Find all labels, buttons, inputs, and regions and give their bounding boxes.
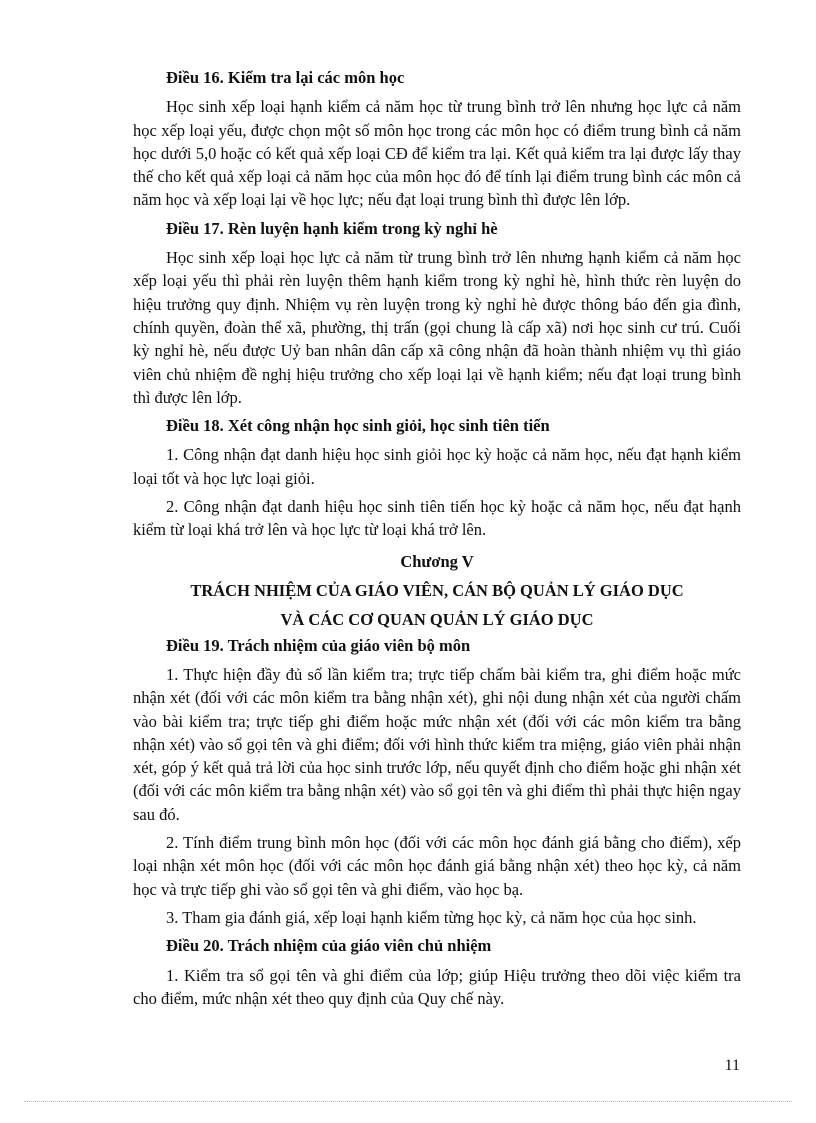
chapter-title-line-1: TRÁCH NHIỆM CỦA GIÁO VIÊN, CÁN BỘ QUẢN LÝ GIÁO DỤC [190, 580, 684, 600]
article-18-heading: Điều 18. Xét công nhận học sinh giỏi, học sinh tiên tiến [166, 416, 550, 436]
article-17-heading: Điều 17. Rèn luyện hạnh kiểm trong kỳ nghỉ hè [166, 218, 498, 238]
article-20-heading: Điều 20. Trách nhiệm của giáo viên chủ nhiệm [166, 936, 492, 956]
article-20-clause-1: 1. Kiểm tra sổ gọi tên và ghi điểm của lớp; giúp Hiệu trưởng theo dõi việc kiểm tra cho điểm, mức nhận xét theo quy định của Quy chế này. [133, 965, 741, 1008]
article-16-heading: Điều 16. Kiểm tra lại các môn học [166, 68, 405, 87]
article-17-paragraph: Học sinh xếp loại học lực cả năm từ trung bình trở lên nhưng hạnh kiểm cả năm học xếp loại yếu thì phải rèn luyện thêm hạnh kiểm trong kỳ nghỉ hè, hình thức rèn luyện do hiệu trưởng quy định. Nhiệm vụ rèn luyện trong kỳ nghỉ hè được thông báo đến gia đình, chính quyền, đoàn thể xã, phường, thị trấn (gọi chung là cấp xã) nơi học sinh cư trú. Cuối kỳ nghỉ hè, nếu được Uỷ ban nhân dân cấp xã công nhận đã hoàn thành nhiệm vụ thì giáo viên chủ nhiệm đề nghị hiệu trưởng cho xếp loại lại về hạnh kiểm; nếu đạt loại trung bình thì được lên lớp. [133, 248, 741, 407]
document-page [133, 66, 741, 1015]
article-16-paragraph: Học sinh xếp loại hạnh kiểm cả năm học từ trung bình trở lên nhưng học lực cả năm học xếp loại yếu, được chọn một số môn học trong các môn học có điểm trung bình cả năm học dưới 5,0 hoặc có kết quả xếp loại CĐ để kiểm tra lại. Kết quả kiểm tra lại được lấy thay thế cho kết quả xếp loại cả năm học của môn học đó để tính lại điểm trung bình các môn cả năm học và xếp loại lại về học lực; nếu đạt loại trung bình thì được lên lớp. [133, 97, 741, 210]
chapter-title-line-2: VÀ CÁC CƠ QUAN QUẢN LÝ GIÁO DỤC [280, 609, 594, 629]
article-18-clause-1: 1. Công nhận đạt danh hiệu học sinh giỏi học kỳ hoặc cả năm học, nếu đạt hạnh kiểm loại tốt và học lực loại giỏi. [133, 445, 741, 488]
article-19-clause-3: 3. Tham gia đánh giá, xếp loại hạnh kiểm từng học kỳ, cả năm học của học sinh. [166, 907, 697, 927]
article-19-clause-2: 2. Tính điểm trung bình môn học (đối với các môn học đánh giá bằng cho điểm), xếp loại nhận xét môn học (đối với các môn học đánh giá bằng nhận xét) theo học kỳ, cả năm học và trực tiếp ghi vào sổ gọi tên và ghi điểm, vào học bạ. [133, 833, 741, 899]
page-bottom-divider [24, 1101, 792, 1102]
article-18-clause-2: 2. Công nhận đạt danh hiệu học sinh tiên tiến học kỳ hoặc cả năm học, nếu đạt hạnh kiểm từ loại khá trở lên và học lực từ loại khá trở lên. [133, 497, 741, 540]
chapter-number: Chương V [400, 551, 474, 571]
page-number: 11 [724, 1057, 740, 1074]
article-19-heading: Điều 19. Trách nhiệm của giáo viên bộ môn [166, 635, 471, 655]
article-19-clause-1: 1. Thực hiện đầy đủ số lần kiểm tra; trực tiếp chấm bài kiểm tra, ghi điểm hoặc mức nhận xét (đối với các môn kiểm tra bằng nhận xét), ghi nội dung nhận xét của người chấm vào bài kiểm tra; trực tiếp ghi điểm hoặc mức nhận xét (đối với các môn kiểm tra bằng nhận xét) vào sổ gọi tên và ghi điểm; đối với hình thức kiểm tra miệng, giáo viên phải nhận xét, góp ý kết quả trả lời của học sinh trước lớp, nếu quyết định cho điểm hoặc ghi nhận xét (đối với các môn kiểm tra bằng nhận xét) vào sổ gọi tên và ghi điểm thì phải thực hiện ngay sau đó. [133, 664, 741, 824]
